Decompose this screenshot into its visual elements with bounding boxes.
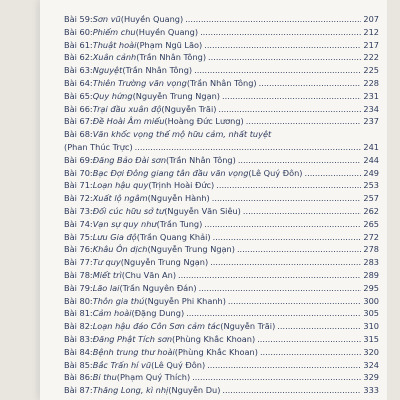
entry-title: Loạn hậu đáo Côn Sơn cảm tác <box>92 321 221 332</box>
entry-author: (Nguyễn Hành) <box>147 193 210 204</box>
entry-number: Bài 80: <box>64 295 93 306</box>
toc-entry <box>64 26 379 39</box>
toc-entry <box>64 128 379 154</box>
entry-author: (Nguyễn Phi Khanh) <box>144 295 226 306</box>
entry-number: Bài 61: <box>64 39 93 50</box>
entry-number: Bài 81: <box>64 308 93 319</box>
entry-author: (Hoàng Đức Lương) <box>164 116 244 127</box>
entry-number: Bài 60: <box>64 26 93 37</box>
dot-leader <box>228 295 361 308</box>
entry-title: Xuất lộ ngâm <box>92 193 148 204</box>
toc-entry <box>64 346 379 359</box>
entry-author: (Lê Quý Đôn) <box>248 167 303 178</box>
entry-title: Cảm hoài <box>92 308 132 319</box>
entry-number: Bài 77: <box>64 257 93 268</box>
entry-author: (Trịnh Hoài Đức) <box>148 180 215 191</box>
dot-leader <box>199 282 362 295</box>
toc-entry <box>64 64 379 77</box>
dot-leader <box>257 333 361 346</box>
dot-leader <box>185 13 361 26</box>
entry-author: (Trần Nhân Tông) <box>122 65 193 76</box>
entry-number: Bài 82: <box>64 321 93 332</box>
entry-page: 237 <box>363 116 379 127</box>
dot-leader <box>216 179 361 192</box>
entry-page: 278 <box>363 244 379 255</box>
entry-page: 222 <box>363 52 379 63</box>
entry-number: Bài 84: <box>64 346 93 357</box>
entry-author: (Nguyễn Trung Ngạn) <box>147 244 235 255</box>
entry-number: Bài 63: <box>64 65 93 76</box>
entry-page: 315 <box>363 333 379 344</box>
dot-leader <box>222 384 361 397</box>
dot-leader <box>194 64 361 77</box>
dot-leader <box>238 154 362 167</box>
toc-entry <box>64 218 379 231</box>
entry-title: Quy hứng <box>92 90 133 101</box>
entry-page: 324 <box>363 359 379 370</box>
toc-entry <box>64 231 379 244</box>
dot-leader <box>204 39 361 52</box>
entry-page: 310 <box>363 321 379 332</box>
toc-entry <box>64 256 379 269</box>
toc-entry <box>64 51 379 64</box>
entry-title: Phiếm chu <box>92 26 136 37</box>
entry-title: Đề Hoài Âm miếu <box>92 116 165 127</box>
entry-page: 305 <box>363 308 379 319</box>
entry-number: Bài 87: <box>64 385 93 396</box>
entry-author: (Nguyễn Trãi) <box>220 321 276 332</box>
toc-entry <box>64 282 379 295</box>
entry-author: (Trần Nhân Tông) <box>136 52 207 63</box>
entry-page: 272 <box>363 231 379 242</box>
entry-author: (Trần Nhân Tông) <box>166 154 236 165</box>
entry-title: Miết trì <box>92 269 122 280</box>
entry-number: Bài 62: <box>64 52 93 63</box>
entry-author: (Trần Nguyên Đán) <box>119 282 197 293</box>
toc-entry <box>64 243 379 256</box>
entry-page: 253 <box>363 180 379 191</box>
dot-leader <box>305 167 362 180</box>
table-of-contents <box>64 13 379 397</box>
entry-title: Văn khốc vọng thế mộ hữu cảm, nhất tuyệt <box>92 129 272 140</box>
dot-leader <box>246 115 362 128</box>
dot-leader <box>178 269 361 282</box>
entry-page: 283 <box>363 257 379 268</box>
entry-title: Khâu Ôn dịch <box>92 244 148 255</box>
entry-author: (Nguyễn Trãi) <box>161 103 217 114</box>
entry-number: Bài 68: <box>64 129 93 140</box>
toc-entry <box>64 179 379 192</box>
entry-author: (Phùng Khắc Khoan) <box>172 333 256 344</box>
toc-entry <box>64 39 379 52</box>
entry-author: (Trần Quang Khải) <box>136 231 211 242</box>
dot-leader <box>213 231 362 244</box>
entry-author: (Trần Tung) <box>156 218 203 229</box>
toc-entry <box>64 371 379 384</box>
toc-entry <box>64 205 379 218</box>
entry-title: Tư quy <box>92 257 121 268</box>
dot-leader <box>222 90 361 103</box>
entry-page: 244 <box>363 154 379 165</box>
entry-number: Bài 66: <box>64 103 93 114</box>
toc-entry <box>64 115 379 128</box>
entry-page: 320 <box>363 346 379 357</box>
entry-page: 265 <box>363 218 379 229</box>
entry-author: (Chu Văn An) <box>121 269 177 280</box>
dot-leader <box>135 141 362 154</box>
entry-title: Bệnh trung thư hoài <box>92 346 175 357</box>
entry-title: Vạn sự quy như <box>92 218 157 229</box>
entry-title: Bi thu <box>92 372 117 383</box>
entry-title: Đăng Phật Tích sơn <box>92 333 173 344</box>
entry-author: (Phùng Khắc Khoan) <box>174 346 258 357</box>
entry-page: 262 <box>363 205 379 216</box>
entry-title: Xuân cảnh <box>92 52 137 63</box>
entry-number: Bài 85: <box>64 359 93 370</box>
entry-author: (Nguyễn Du) <box>168 385 221 396</box>
entry-page: 257 <box>363 193 379 204</box>
entry-title: Thuật hoài <box>92 39 137 50</box>
entry-author: (Nguyễn Trung Ngạn) <box>120 257 209 268</box>
dot-leader <box>260 346 361 359</box>
entry-number: Bài 72: <box>64 193 93 204</box>
entry-author: (Trần Nhân Tông) <box>186 77 257 88</box>
entry-author: (Lê Quý Đôn) <box>151 359 206 370</box>
entry-title: Bạc Đợi Đông giang tân đầu vãn vọng <box>92 167 249 178</box>
entry-page: 228 <box>363 77 379 88</box>
entry-title: Đối cúc hữu sở tư <box>92 205 165 216</box>
dot-leader <box>259 77 362 90</box>
entry-page: 333 <box>363 385 379 396</box>
entry-page: 231 <box>363 90 379 101</box>
dot-leader <box>200 26 361 39</box>
book-page <box>40 0 387 400</box>
entry-page: 225 <box>363 65 379 76</box>
entry-author: (Phạm Quý Thích) <box>116 372 191 383</box>
entry-number: Bài 71: <box>64 180 93 191</box>
entry-number: Bài 67: <box>64 116 93 127</box>
entry-author: (Nguyễn Trung Ngạn) <box>132 90 221 101</box>
toc-entry <box>64 359 379 372</box>
dot-leader <box>186 307 361 320</box>
entry-number: Bài 64: <box>64 77 93 88</box>
entry-title: Loạn hậu quy <box>92 180 149 191</box>
dot-leader <box>277 320 361 333</box>
entry-number: Bài 86: <box>64 372 93 383</box>
entry-title: Nguyệt <box>92 65 123 76</box>
toc-entry <box>64 333 379 346</box>
entry-title: Trại đầu xuân độ <box>92 103 162 114</box>
entry-number: Bài 83: <box>64 333 93 344</box>
dot-leader <box>218 103 361 116</box>
entry-author: (Huyền Quang) <box>120 14 184 24</box>
entry-page: 300 <box>363 295 379 306</box>
dot-leader <box>192 371 361 384</box>
toc-entry <box>64 167 379 180</box>
entry-title: Thiên Trường vãn vọng <box>92 77 187 88</box>
entry-number: Bài 59: <box>64 14 93 24</box>
entry-page: 329 <box>363 372 379 383</box>
entry-number: Bài 75: <box>64 231 93 242</box>
toc-entry <box>64 103 379 116</box>
entry-title: Bắc Trấn hí vũ <box>92 359 152 370</box>
entry-page: 217 <box>363 39 379 50</box>
toc-entry <box>64 295 379 308</box>
toc-entry <box>64 307 379 320</box>
toc-entry <box>64 90 379 103</box>
entry-author: (Huyền Quang) <box>135 26 199 37</box>
entry-author: (Phạm Ngũ Lão) <box>136 39 203 50</box>
dot-leader <box>237 243 361 256</box>
entry-page: 249 <box>363 167 379 178</box>
entry-page: 207 <box>363 14 379 24</box>
entry-title: Thăng Long, kì nhị <box>92 385 169 396</box>
entry-number: Bài 78: <box>64 269 93 280</box>
entry-title: Sơn vũ <box>92 14 121 24</box>
toc-entry <box>64 320 379 333</box>
toc-entry <box>64 384 379 397</box>
entry-title: Thôn gia thú <box>92 295 145 306</box>
entry-page: 234 <box>363 103 379 114</box>
entry-page: 289 <box>363 269 379 280</box>
dot-leader <box>212 192 362 205</box>
entry-title: Lưu Gia độ <box>92 231 137 242</box>
toc-entry <box>64 77 379 90</box>
entry-number: Bài 76: <box>64 244 93 255</box>
entry-page: 212 <box>363 26 379 37</box>
entry-number: Bài 79: <box>64 282 93 293</box>
toc-entry <box>64 154 379 167</box>
toc-entry <box>64 269 379 282</box>
entry-author: (Đặng Dung) <box>131 308 185 319</box>
entry-number: Bài 74: <box>64 218 93 229</box>
toc-entry <box>64 192 379 205</box>
dot-leader <box>204 218 361 231</box>
entry-page: 241 <box>363 141 379 152</box>
dot-leader <box>208 51 361 64</box>
entry-number: Bài 73: <box>64 205 93 216</box>
dot-leader <box>243 205 361 218</box>
entry-number: Bài 65: <box>64 90 93 101</box>
entry-author: (Phan Thúc Trực) <box>64 141 133 152</box>
dot-leader <box>207 359 361 372</box>
entry-page: 295 <box>363 282 379 293</box>
entry-number: Bài 69: <box>64 154 93 165</box>
entry-number: Bài 70: <box>64 167 93 178</box>
entry-title: Lão lai <box>92 282 120 293</box>
entry-title: Đăng Bảo Đài sơn <box>92 154 167 165</box>
entry-author: (Nguyễn Văn Siêu) <box>164 205 241 216</box>
dot-leader <box>210 256 361 269</box>
toc-entry <box>64 13 379 26</box>
